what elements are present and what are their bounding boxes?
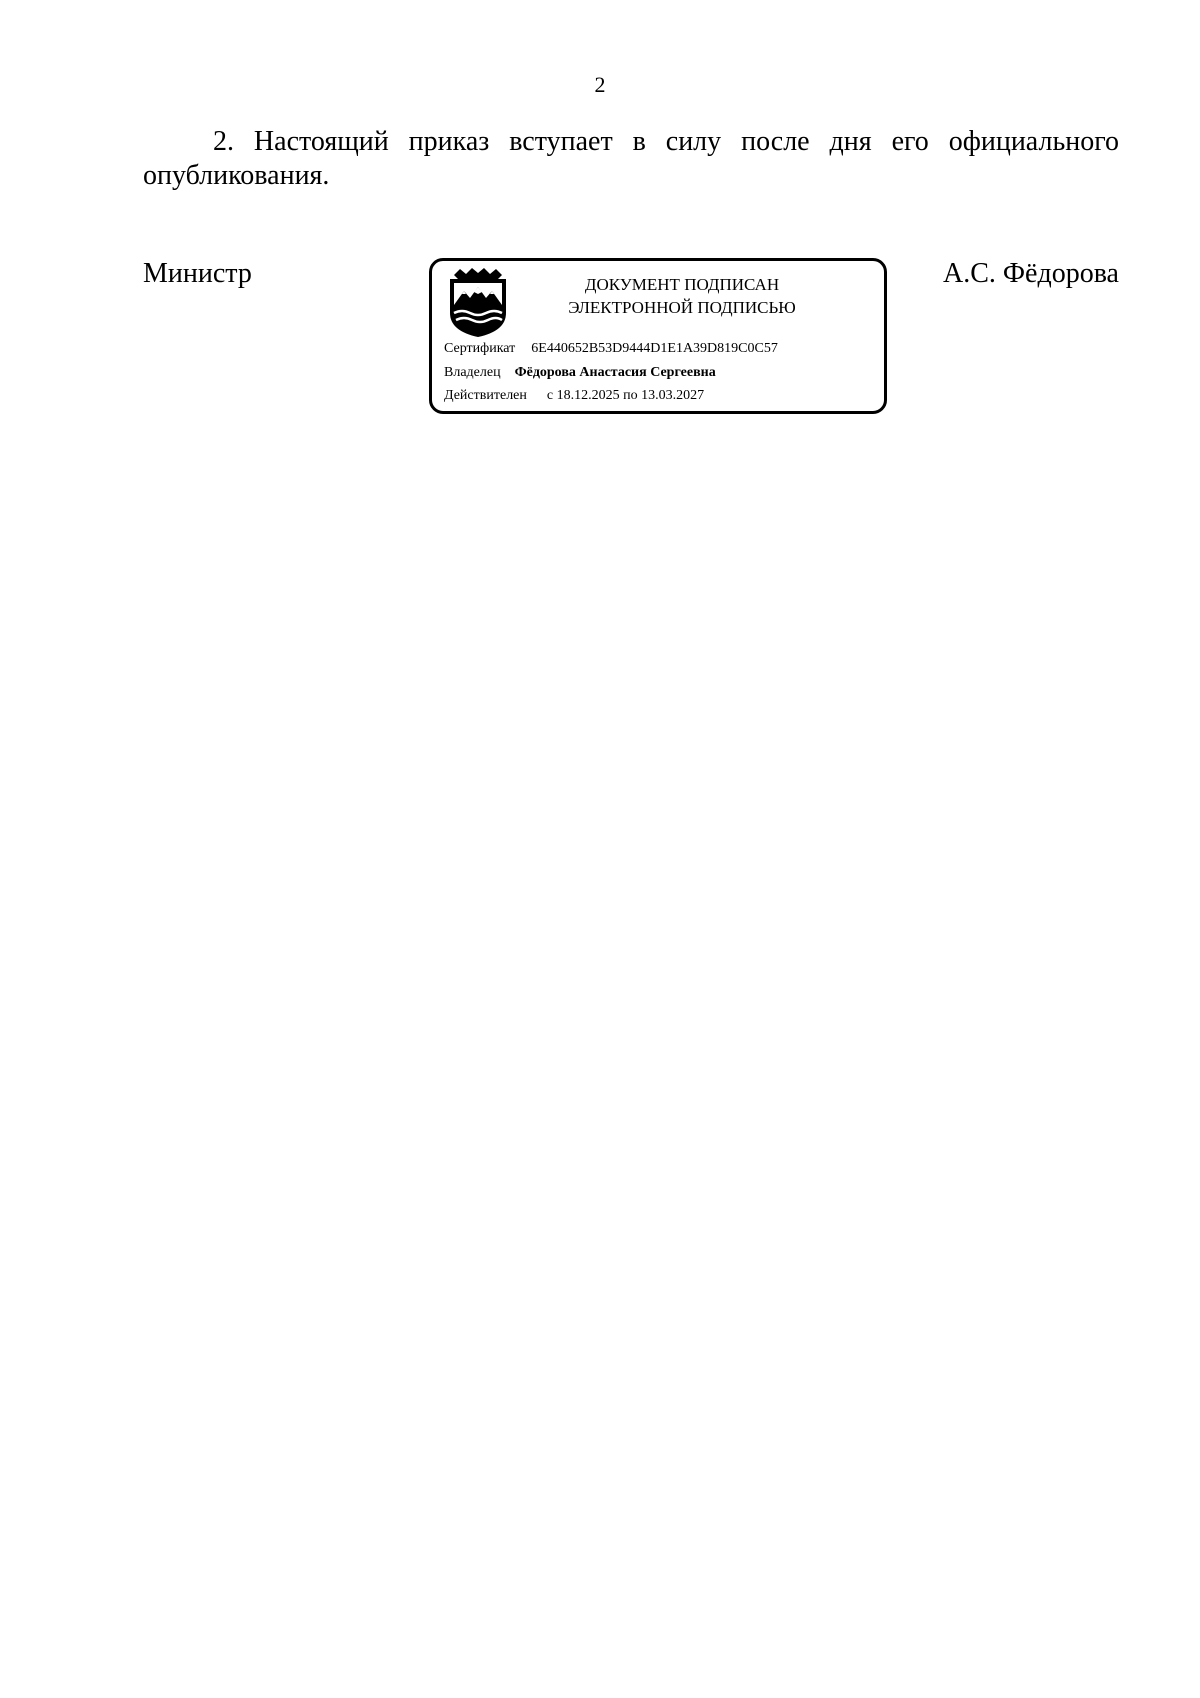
kamchatka-coat-of-arms-icon xyxy=(446,265,510,339)
stamp-heading-line1: ДОКУМЕНТ ПОДПИСАН xyxy=(584,275,780,294)
signer-name: А.С. Фёдорова xyxy=(943,258,1119,289)
signer-title: Министр xyxy=(143,258,252,289)
certificate-value: 6E440652B53D9444D1E1A39D819C0C57 xyxy=(531,341,778,356)
certificate-row xyxy=(444,341,778,357)
owner-row xyxy=(444,365,716,381)
validity-label: Действителен xyxy=(444,388,527,403)
validity-value: с 18.12.2025 по 13.03.2027 xyxy=(546,388,705,403)
owner-value: Фёдорова Анастасия Сергеевна xyxy=(514,365,716,380)
body-paragraph: 2. Настоящий приказ вступает в силу после дня его официального опубликования. xyxy=(143,126,1119,191)
owner-label: Владелец xyxy=(444,365,501,380)
stamp-heading-line2: ЭЛЕКТРОННОЙ ПОДПИСЬЮ xyxy=(568,298,796,317)
certificate-label: Сертификат xyxy=(444,341,516,356)
page-number: 2 xyxy=(594,72,606,97)
electronic-signature-stamp xyxy=(429,258,887,414)
validity-row xyxy=(444,388,704,404)
